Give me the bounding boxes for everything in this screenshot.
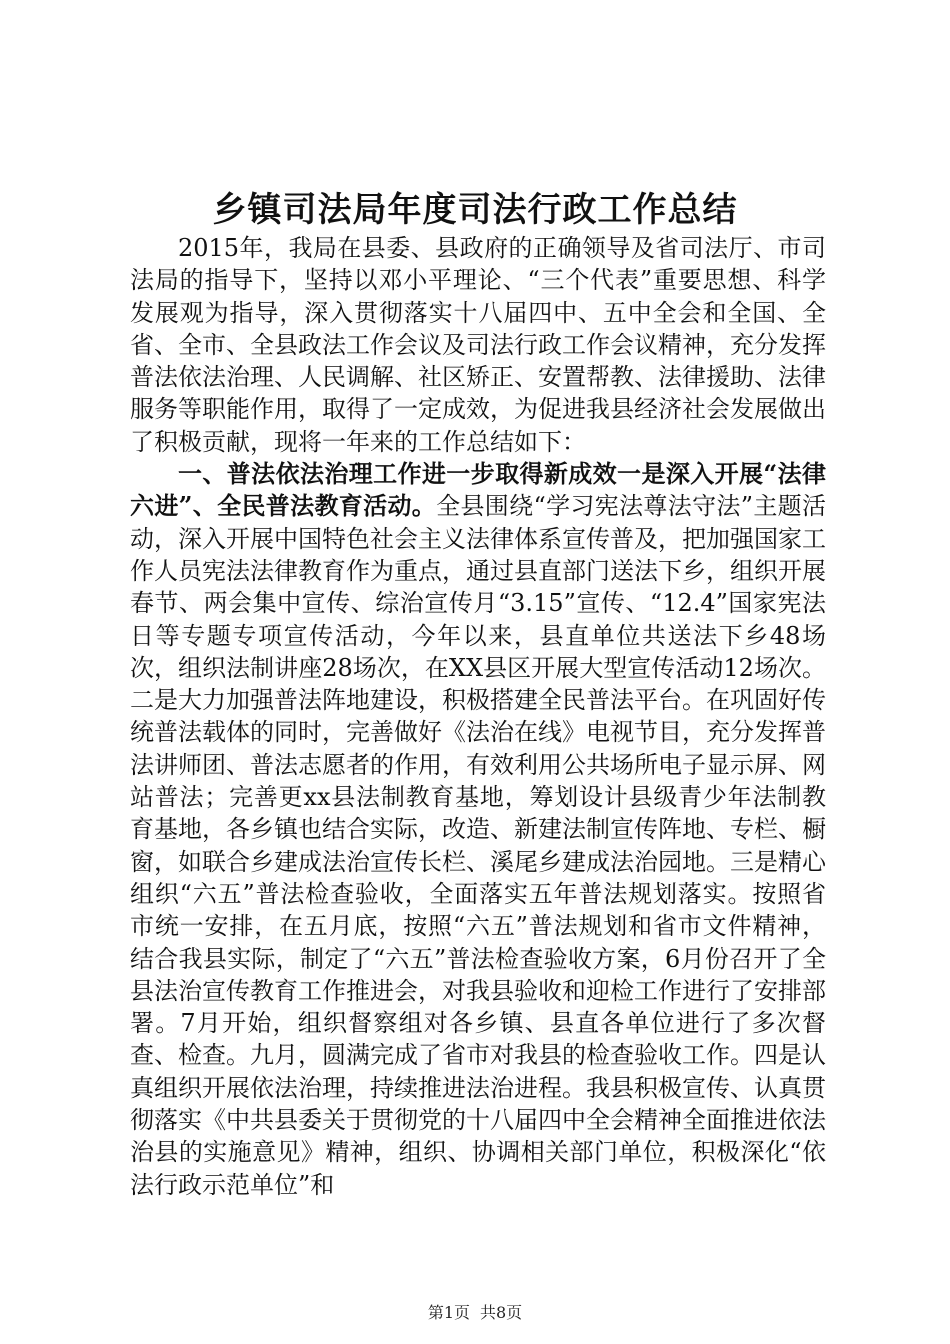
document-title: 乡镇司法局年度司法行政工作总结: [212, 190, 738, 230]
page-number: 第1页: [427, 1303, 470, 1322]
page-total: 共8页: [480, 1303, 523, 1322]
section-1-heading: 一、普法依法治理工作进一步取得新成效一是深入开展“法律六进”、全民普法教育活动。: [130, 459, 826, 521]
section-1-body: 全县围绕“学习宪法尊法守法”主题活动，深入开展中国特色社会主义法律体系宣传普及，把加强国家工作人员宪法法律教育作为重点，通过县直部门送法下乡，组织开展春节、两会集中宣传、综治宣传月“3.15”宣传、“12.4”国家宪法日等专题专项宣传活动，今年以来，县直单位共送法下乡48场次，组织法制讲座28场次，在XX县区开展大型宣传活动12场次。二是大力加强普法阵地建设，积极搭建全民普法平台。在巩固好传统普法载体的同时，完善做好《法治在线》电视节目，充分发挥普法讲师团、普法志愿者的作用，有效利用公共场所电子显示屏、网站普法；完善更xx县法制教育基地，筹划设计县级青少年法制教育基地，各乡镇也结合实际，改造、新建法制宣传阵地、专栏、橱窗，如联合乡建成法治宣传长栏、溪尾乡建成法治园地。三是精心组织“六五”普法检查验收，全面落实五年普法规划落实。按照省市统一安排，在五月底，按照“六五”普法规划和省市文件精神，结合我县实际，制定了“六五”普法检查验收方案，6月份召开了全县法治宣传教育工作推进会，对我县验收和迎检工作进行了安排部署。7月开始，组织督察组对各乡镇、县直各单位进行了多次督查、检查。九月，圆满完成了省市对我县的检查验收工作。四是认真组织开展依法治理，持续推进法治进程。我县积极宣传、认真贯彻落实《中共县委关于贯彻党的十八届四中全会精神全面推进依法治县的实施意见》精神，组织、协调相关部门单位，积极深化“依法行政示范单位”和: [130, 492, 826, 1199]
page-footer: [0, 1302, 950, 1324]
document-body: [130, 232, 826, 1201]
section-1-paragraph: [130, 458, 826, 1201]
intro-paragraph: 2015年，我局在县委、县政府的正确领导及省司法厅、市司法局的指导下，坚持以邓小平理论、“三个代表”重要思想、科学发展观为指导，深入贯彻落实十八届四中、五中全会和全国、全省、全市、全县政法工作会议及司法行政工作会议精神，充分发挥普法依法治理、人民调解、社区矫正、安置帮教、法律援助、法律服务等职能作用，取得了一定成效，为促进我县经济社会发展做出了积极贡献，现将一年来的工作总结如下：: [130, 234, 826, 456]
